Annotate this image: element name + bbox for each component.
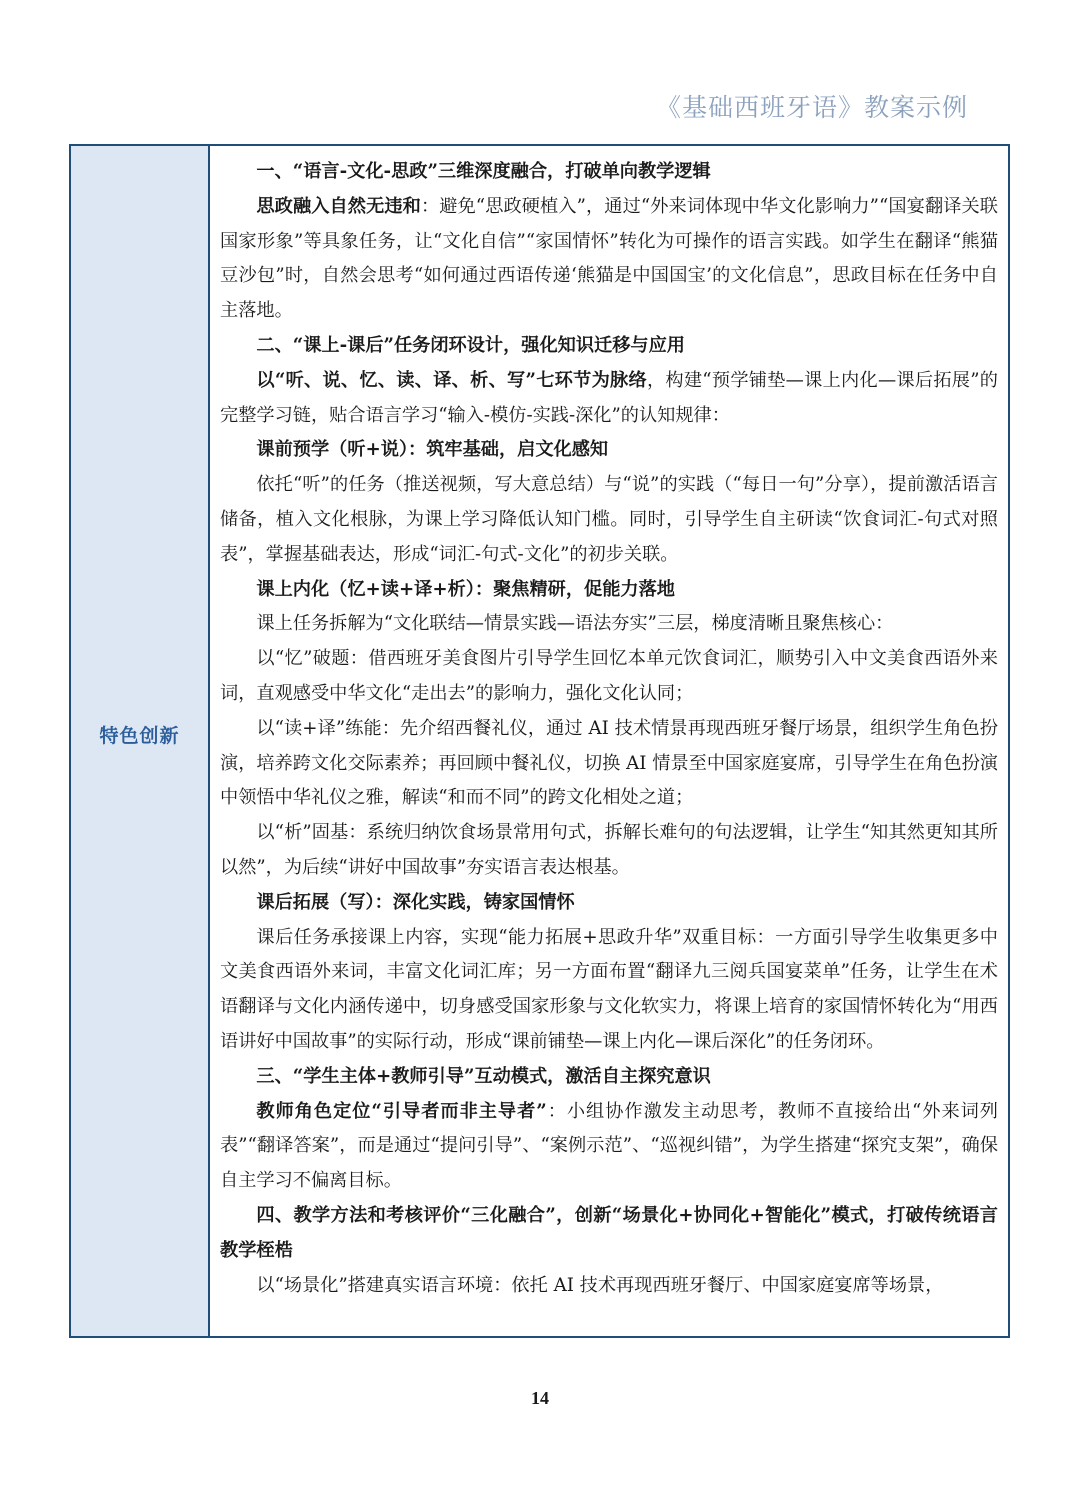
section-heading: 二、“课上-课后”任务闭环设计，强化知识迁移与应用 (256, 334, 685, 356)
row-label: 特色创新 (99, 724, 180, 747)
content-cell (210, 146, 1008, 1336)
section-heading: 一、“语言-文化-思政”三维深度融合，打破单向教学逻辑 (256, 161, 711, 182)
paragraph-lead: 教师角色定位“引导者而非主导者” (256, 1100, 547, 1122)
row-label-cell (71, 146, 210, 1336)
subsection-heading: 课后拓展（写）：深化实践，铸家国情怀 (256, 891, 575, 913)
paragraph: 课后任务承接课上内容，实现“能力拓展+思政升华”双重目标：一方面引导学生收集更多中文美食西语外来词，丰富文化词汇库；另一方面布置“翻译九三阅兵国宴菜单”任务，让学生在术语翻译与文化内涵传递中，切身感受国家形象与文化软实力，将课上培育的家国情怀转化为“用西语讲好中国故事”的实际行动，形成“课前铺垫—课上内化—课后深化”的任务闭环。 (220, 926, 998, 1052)
paragraph: 以“析”固基：系统归纳饮食场景常用句式，拆解长难句的句法逻辑，让学生“知其然更知其所以然”，为后续“讲好中国故事”夯实语言表达根基。 (220, 822, 998, 878)
section-heading: 三、“学生主体+教师引导”互动模式，激活自主探究意识 (256, 1065, 711, 1087)
paragraph (220, 364, 998, 434)
paragraph: 以“场景化”搭建真实语言环境：依托 AI 技术再现西班牙餐厅、中国家庭宴席等场景， (256, 1274, 944, 1296)
subsection-heading: 课前预学（听+说）：筑牢基础，启文化感知 (256, 439, 609, 461)
paragraph-text: ：小组协作激发主动思考，教师不直接给出“外来词列表”“翻译答案”，而是通过“提问引导”、“案例示范”、“巡视纠错”，为学生搭建“探究支架”，确保自主学习不偏离目标。 (220, 1100, 998, 1192)
section-heading: 四、教学方法和考核评价“三化融合”，创新“场景化+协同化+智能化”模式，打破传统语言教学桎梏 (220, 1204, 998, 1261)
lesson-plan-table (69, 144, 1010, 1338)
paragraph-text: ，构建“预学铺垫—课上内化—课后拓展”的完整学习链，贴合语言学习“输入-模仿-实践-深化”的认知规律： (220, 369, 998, 426)
paragraph: 依托“听”的任务（推送视频，写大意总结）与“说”的实践（“每日一句”分享），提前激活语言储备，植入文化根脉，为课上学习降低认知门槛。同时，引导学生自主研读“饮食词汇-句式对照表”，掌握基础表达，形成“词汇-句式-文化”的初步关联。 (220, 474, 998, 565)
paragraph (220, 1095, 998, 1199)
paragraph-lead: 以“听、说、忆、读、译、析、写”七环节为脉络 (256, 369, 647, 391)
page-number: 14 (531, 1388, 549, 1408)
paragraph: 课上任务拆解为“文化联结—情景实践—语法夯实”三层，梯度清晰且聚焦核心： (256, 613, 894, 635)
paragraph-lead: 思政融入自然无违和 (256, 195, 421, 217)
paragraph (220, 190, 998, 329)
paragraph-text: ：避免“思政硬植入”，通过“外来词体现中华文化影响力”“国宴翻译关联国家形象”等具象任务，让“文化自信”“家国情怀”转化为可操作的语言实践。如学生在翻译“熊猫豆沙包”时，自然会思考“如何通过西语传递‘熊猫是中国国宝’的文化信息”，思政目标在任务中自主落地。 (220, 195, 998, 322)
subsection-heading: 课上内化（忆+读+译+析）：聚焦精研，促能力落地 (256, 578, 675, 600)
paragraph: 以“忆”破题：借西班牙美食图片引导学生回忆本单元饮食词汇，顺势引入中文美食西语外来词，直观感受中华文化“走出去”的影响力，强化文化认同； (220, 648, 998, 704)
document-header-title: 《基础西班牙语》教案示例 (655, 93, 968, 122)
paragraph: 以“读+译”练能：先介绍西餐礼仪，通过 AI 技术情景再现西班牙餐厅场景，组织学生角色扮演，培养跨文化交际素养；再回顾中餐礼仪，切换 AI 情景至中国家庭宴席，引导学生在角色扮演中领悟中华礼仪之雅，解读“和而不同”的跨文化相处之道； (220, 717, 998, 809)
